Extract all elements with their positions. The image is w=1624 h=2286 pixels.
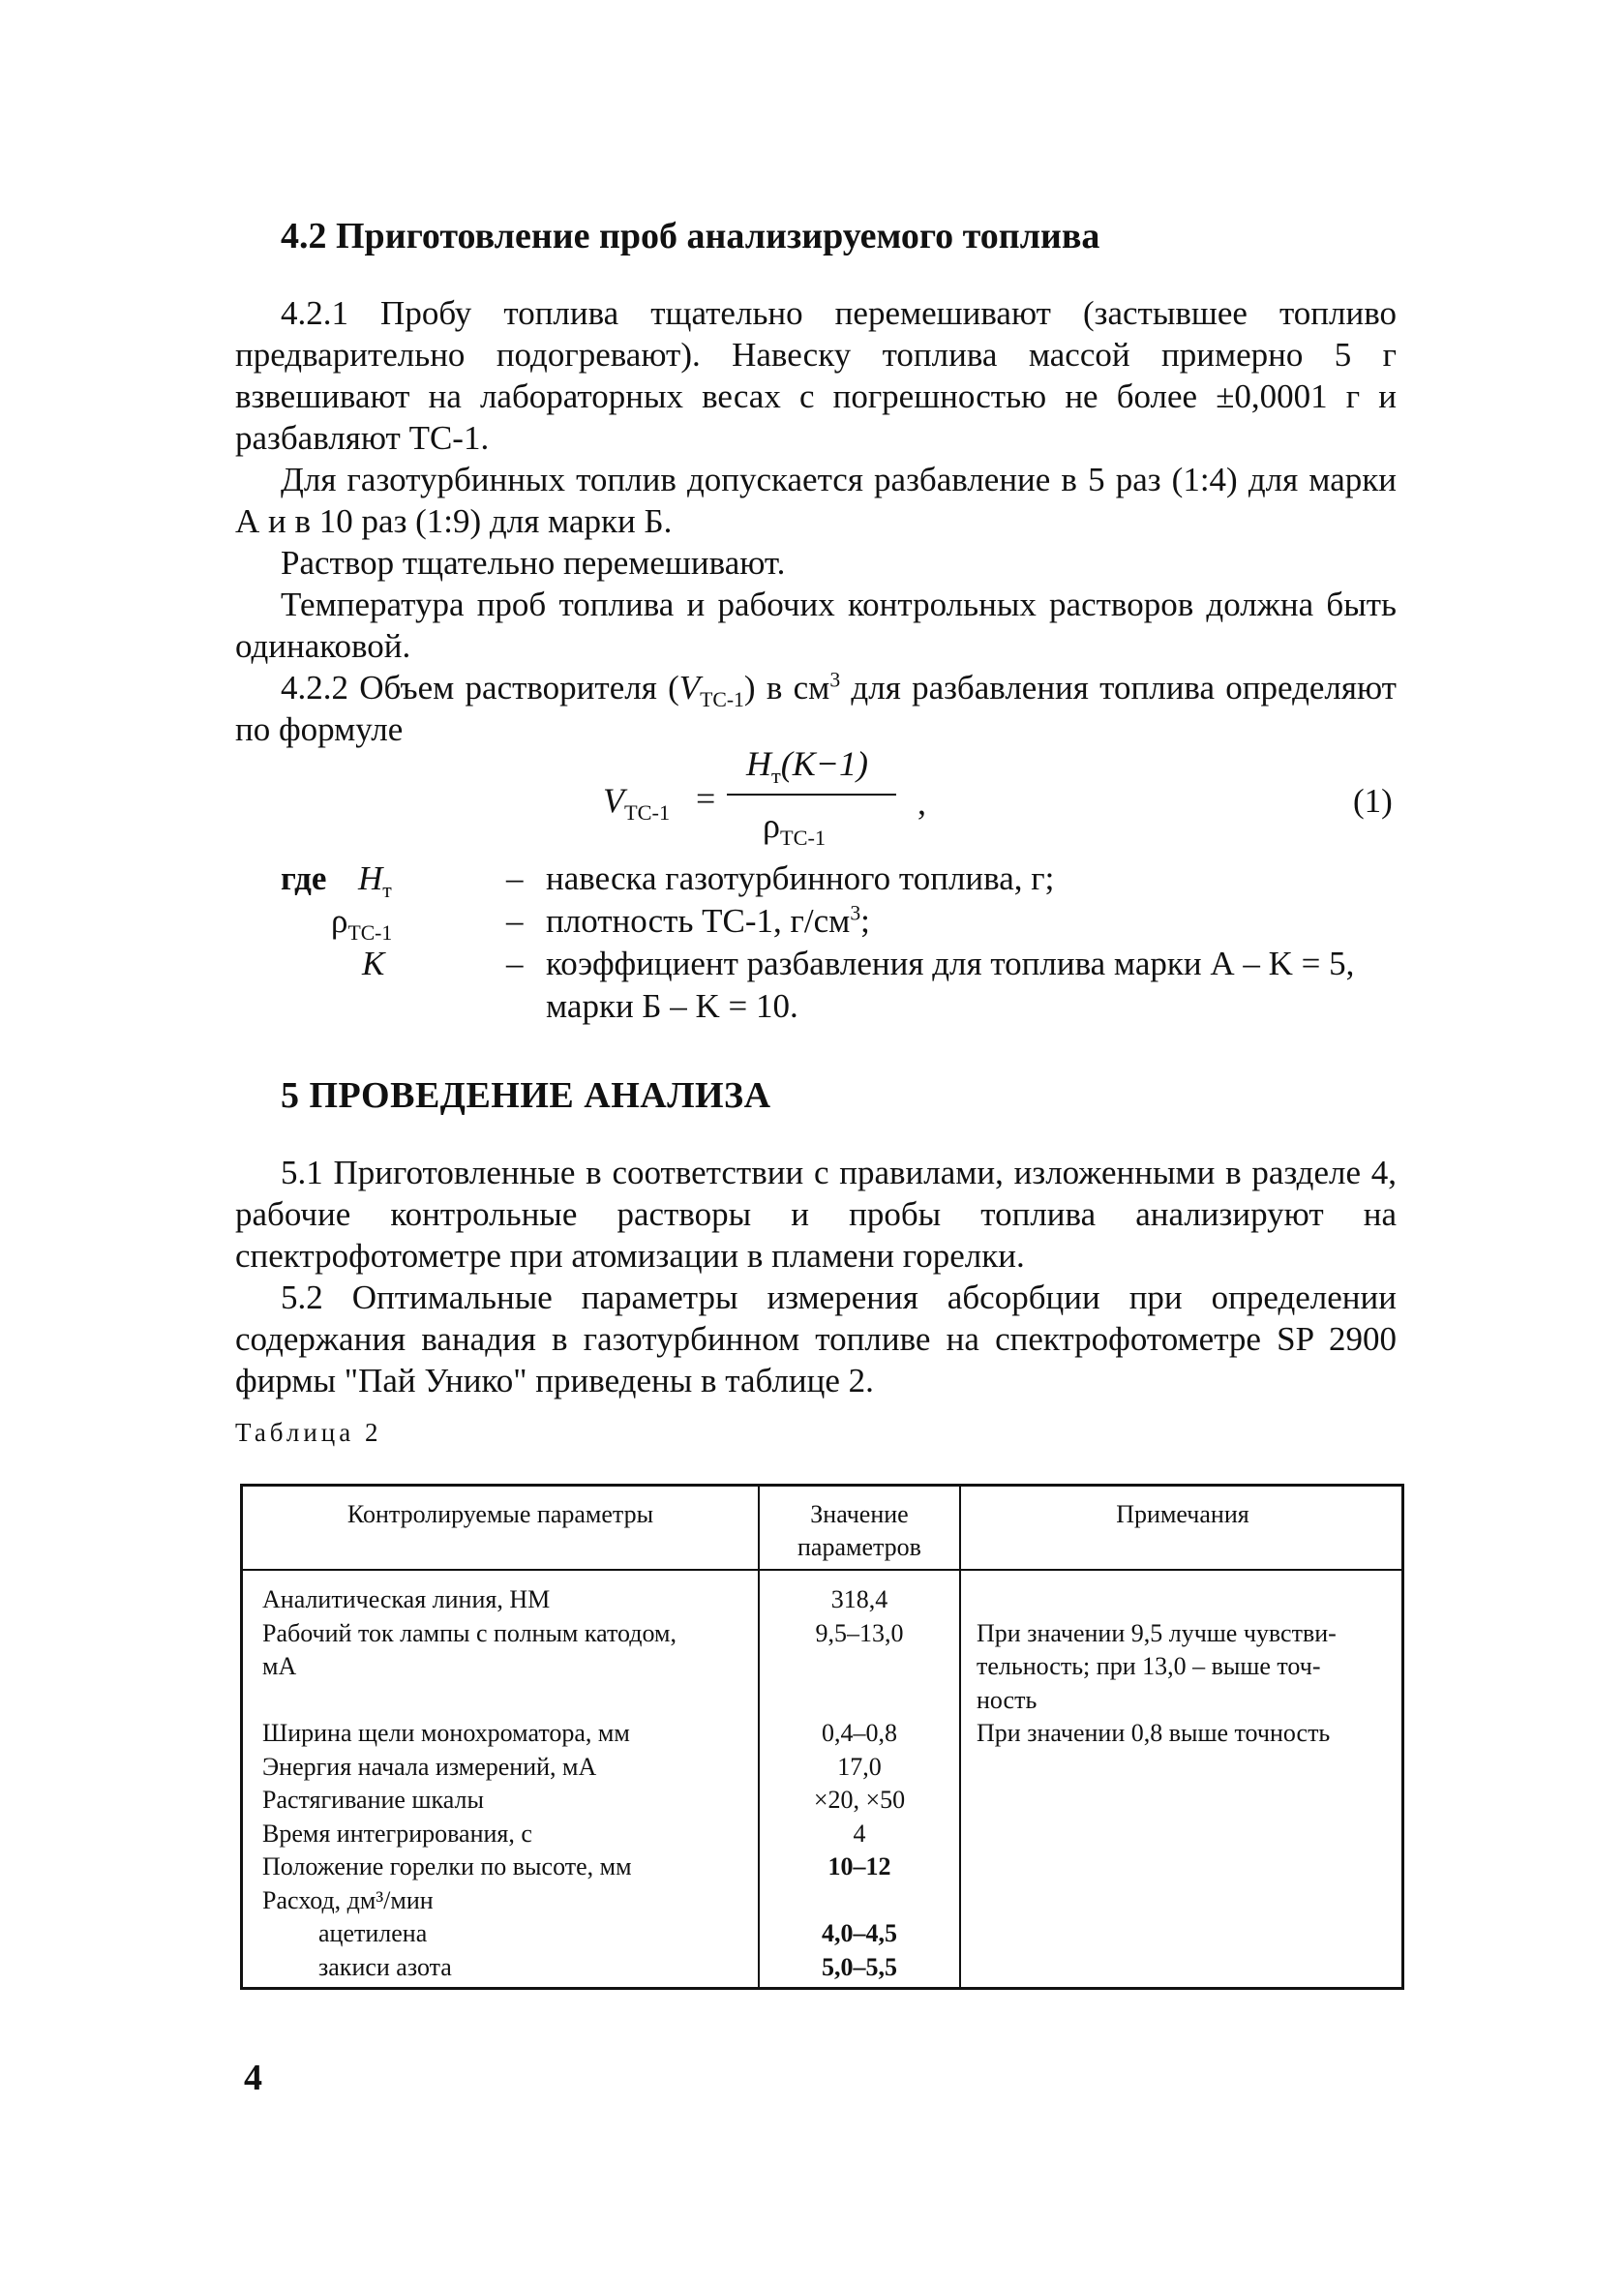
table-cell-param: Положение горелки по высоте, мм [262,1852,632,1880]
section-heading-4-2: 4.2 Приготовление проб анализируемого топлива [281,216,1100,256]
table-cell-value: 318,4 [830,1585,888,1613]
legend-where-label: где [281,859,327,897]
table-divider [959,1487,961,1987]
section-4-2-body [235,292,1397,750]
table-cell-param: Энергия начала измерений, мА [262,1752,597,1781]
paragraph-temperature: Температура проб топлива и рабочих контрольных растворов должна быть одинаковой. [235,586,1397,665]
table-cell-note: ность [977,1685,1038,1714]
table-header-param: Контролируемые параметры [346,1500,654,1528]
table-cell-param: ацетилена [318,1919,428,1947]
formula-lhs: V [603,781,624,820]
table-cell-param: Расход, дм³/мин [262,1885,434,1914]
table-cell-note: тельность; при 13,0 – выше точ- [977,1652,1321,1680]
paragraph-4-2-1: 4.2.1 Пробу топлива тщательно перемешивают (застывшее топливо предварительно подогревают). Навеску топлива массой примерно 5 г взвешивают на лабораторных весах с погрешностью не более ±0,0001 г и разбавляют ТС-1. [235,294,1397,457]
table-header-divider [243,1569,1401,1571]
section-heading-5: 5 ПРОВЕДЕНИЕ АНАЛИЗА [281,1075,771,1116]
page-number: 4 [244,2058,262,2098]
table-cell-value: 4 [853,1819,866,1848]
table-cell-value: ×20, ×50 [813,1786,906,1814]
table-cell-param: мА [262,1652,297,1680]
formula-equals: = [696,779,716,818]
table-cell-value: 9,5–13,0 [815,1618,904,1647]
formula-denominator: $\rho_{ТС-1}$ [763,806,827,851]
table-cell-value: 0,4–0,8 [822,1719,897,1747]
paragraph-5-1: 5.1 Приготовленные в соответствии с правилами, изложенными в разделе 4, рабочие контрольные растворы и пробы топлива анализируют на спектрофотометре при атомизации в пламени горелки. [235,1154,1397,1275]
table-cell-value: 10–12 [827,1852,891,1880]
section-5-body [235,1152,1397,1401]
table-cell-param: Растягивание шкалы [262,1786,484,1814]
paragraph-5-2: 5.2 Оптимальные параметры измерения абсорбции при определении содержания ванадия в газотурбинном топливе на спектрофотометре SP 2900 фирмы "Пай Унико" приведены в таблице 2. [235,1278,1397,1399]
fraction-bar [727,794,896,796]
table-cell-param: Время интегрирования, с [262,1819,532,1848]
paragraph-4-2-2: 4.2.2 Объем растворителя $(V_{ТС-1})$ в $см^3$ для разбавления топлива определяют по формуле [235,668,1397,748]
table-caption: Таблица 2 [235,1418,382,1447]
table-cell-param: закиси азота [318,1952,452,1981]
parameters-table [240,1484,1404,1990]
table-cell-note: При значении 9,5 лучше чувстви- [977,1618,1337,1647]
v-symbol: V [678,669,701,707]
table-cell-param: Ширина щели монохроматора, мм [262,1719,630,1747]
formula-number: (1) [1353,782,1393,820]
table-cell-note: При значении 0,8 выше точность [977,1719,1331,1747]
paragraph-gas-turbine-dilution: Для газотурбинных топлив допускается разбавление в 5 раз (1:4) для марки А и в 10 раз (1:9) для марки Б. [235,461,1397,540]
formula-comma: , [917,783,926,822]
formula-1: $V_{ТС-1}$ = $H_т(K-1)$ $\rho_{ТС-1}$ , [603,744,926,851]
table-cell-value: 5,0–5,5 [822,1952,897,1981]
table-cell-value: 4,0–4,5 [822,1919,897,1947]
table-header-value: Значение параметров [797,1500,921,1561]
table-cell-param: Рабочий ток лампы с полным катодом, [262,1618,677,1647]
table-cell-value: 17,0 [837,1752,882,1781]
formula-legend: где $H_т$ – навеска газотурбинного топлива, г; $\rho_{ТС-1}$ – плотность ТС-1, $г/см^3$; K – коэффициент разбавления для топлива марки А – K = 5, марки Б – K = 10. [281,859,1355,1025]
paragraph-mix-solution: Раствор тщательно перемешивают. [281,544,786,582]
table-header-notes: Примечания [1116,1500,1249,1528]
table-cell-param: Аналитическая линия, НМ [262,1585,551,1613]
formula-numerator: $H_т(K-1)$ [746,744,869,789]
